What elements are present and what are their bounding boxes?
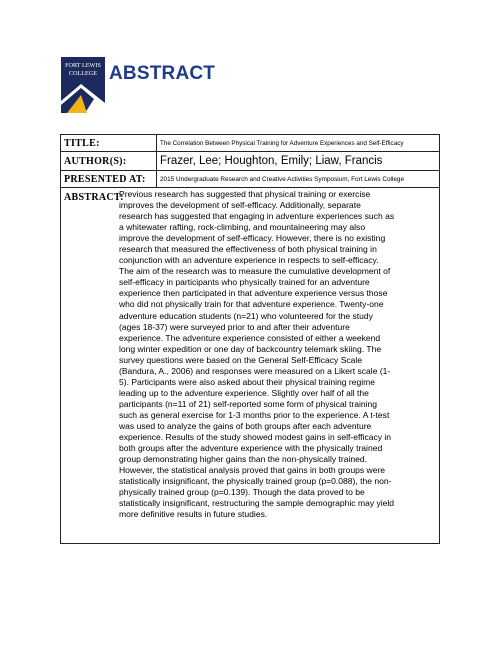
abstract-table <box>60 134 440 544</box>
abstract-line: improve the development of self-efficacy. However, there is no existing <box>119 233 386 244</box>
abstract-line: experience. The adventure experience consisted of either a weekend <box>119 332 381 343</box>
abstract-line: both groups after the adventure experience with the physically trained <box>119 443 383 454</box>
authors-row <box>61 152 439 171</box>
abstract-line: experience then participated in that adventure experience versus those <box>119 288 388 299</box>
abstract-line: improves the development of self-efficacy. Additionally, separate <box>119 200 361 211</box>
title-value: The Correlation Between Physical Training for Adventure Experiences and Self-Efficacy <box>160 139 404 147</box>
abstract-line: statistically insignificant, restructuring the sample demographic may yield <box>119 498 395 509</box>
authors-value: Frazer, Lee; Houghton, Emily; Liaw, Francis <box>160 155 383 167</box>
title-row <box>61 135 439 152</box>
title-label: TITLE: <box>61 135 157 151</box>
abstract-line: statistically insignificant, the physically trained group (p=0.088), the non- <box>119 476 392 487</box>
abstract-line: group demonstrating higher gains than the non-physically trained. <box>119 454 368 465</box>
abstract-line: (Bandura, A., 2006) and responses were measured on a Likert scale (1- <box>119 365 391 376</box>
abstract-line: self-efficacy in participants who physically trained for an adventure <box>119 277 370 288</box>
abstract-line: was used to analyze the gains of both groups after each adventure <box>119 420 372 431</box>
logo-line-1: FORT LEWIS <box>65 62 101 69</box>
abstract-line: (ages 18-37) were surveyed prior to and after their adventure <box>119 321 350 332</box>
authors-label: AUTHOR(S): <box>61 152 157 170</box>
abstract-line: leading up to the adventure experience. Slightly over half of all the <box>119 387 369 398</box>
abstract-line: However, the statistical analysis proved that gains in both groups were <box>119 465 386 476</box>
abstract-body <box>119 189 439 520</box>
page-heading: ABSTRACT <box>109 63 216 84</box>
abstract-line: experience. Results of the study showed modest gains in self-efficacy in <box>119 432 392 443</box>
abstract-line: research that measured the effectiveness of both physical training in <box>119 244 377 255</box>
abstract-line: more definitive results in future studies. <box>119 509 268 520</box>
abstract-line: a whitewater rafting, rock-climbing, and mountaineering may also <box>119 222 366 233</box>
abstract-line: physically trained group (p=0.139). Though the data proved to be <box>119 487 365 498</box>
abstract-label: ABSTRACT: <box>64 192 124 203</box>
abstract-line: who did not physically train for that adventure experience. Twenty-one <box>119 299 384 310</box>
presented-row <box>61 171 439 188</box>
fort-lewis-college-logo <box>61 57 105 113</box>
abstract-line: participants (n=11 of 21) self-reported some form of physical training <box>119 398 378 409</box>
abstract-line: long winter expedition or one day of backcountry telemark skiing. The <box>119 343 382 354</box>
presented-value: 2015 Undergraduate Research and Creative Activities Symposium, Fort Lewis College <box>160 175 405 183</box>
abstract-line: conjunction with an adventure experience in respects to self-efficacy. <box>119 255 379 266</box>
abstract-line: adventure education students (n=21) who volunteered for the study <box>119 310 373 321</box>
abstract-line: 5). Participants were also asked about their physical training regime <box>119 376 376 387</box>
presented-label: PRESENTED AT: <box>61 171 157 187</box>
abstract-line: The aim of the research was to measure the cumulative development of <box>119 266 391 277</box>
abstract-line: Previous research has suggested that physical training or exercise <box>119 189 371 199</box>
abstract-line: such as general exercise for 1-3 months prior to the experience. A t-test <box>119 409 390 420</box>
abstract-line: survey questions were based on the General Self-Efficacy Scale <box>119 354 363 365</box>
abstract-line: research has suggested that engaging in adventure experiences such as <box>119 211 395 222</box>
logo-line-2: COLLEGE <box>68 70 98 77</box>
